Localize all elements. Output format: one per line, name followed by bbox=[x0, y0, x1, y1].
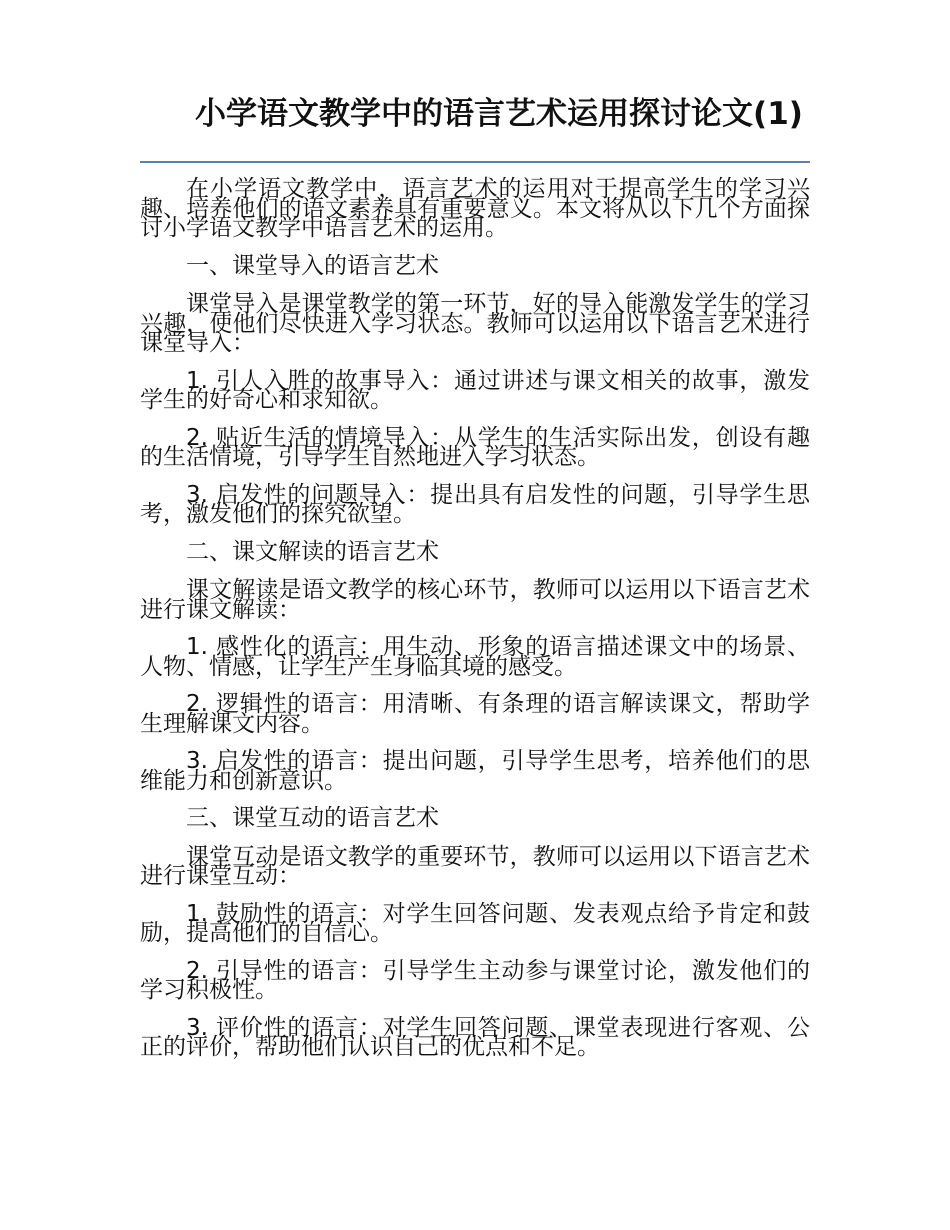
document-title: 小学语文教学中的语言艺术运用探讨论文(1) bbox=[195, 96, 803, 132]
intro-paragraph: 在小学语文教学中，语言艺术的运用对于提高学生的学习兴趣、培养他们的语文素养具有重要意义。本文将从以下几个方面探讨小学语文教学中语言艺术的运用。 bbox=[140, 176, 810, 241]
list-item: 2. 贴近生活的情境导入：从学生的生活实际出发，创设有趣的生活情境，引导学生自然地进入学习状态。 bbox=[140, 424, 810, 470]
list-item: 2. 引导性的语言：引导学生主动参与课堂讨论，激发他们的学习积极性。 bbox=[140, 957, 810, 1003]
list-item: 3. 启发性的问题导入：提出具有启发性的问题，引导学生思考，激发他们的探究欲望。 bbox=[140, 481, 810, 527]
list-item: 1. 感性化的语言：用生动、形象的语言描述课文中的场景、人物、情感，让学生产生身临其境的感受。 bbox=[140, 634, 810, 680]
list-item: 3. 启发性的语言：提出问题，引导学生思考，培养他们的思维能力和创新意识。 bbox=[140, 748, 810, 794]
list-item: 1. 鼓励性的语言：对学生回答问题、发表观点给予肯定和鼓励，提高他们的自信心。 bbox=[140, 900, 810, 946]
section-lead: 课文解读是语文教学的核心环节，教师可以运用以下语言艺术进行课文解读： bbox=[140, 577, 810, 623]
list-item: 2. 逻辑性的语言：用清晰、有条理的语言解读课文，帮助学生理解课文内容。 bbox=[140, 691, 810, 737]
section-heading: 三、课堂互动的语言艺术 bbox=[186, 805, 439, 831]
document-body bbox=[140, 176, 810, 1076]
list-item: 1. 引人入胜的故事导入：通过讲述与课文相关的故事，激发学生的好奇心和求知欲。 bbox=[140, 367, 810, 413]
document-page bbox=[140, 96, 810, 1060]
section-lead: 课堂互动是语文教学的重要环节，教师可以运用以下语言艺术进行课堂互动： bbox=[140, 843, 810, 889]
title-divider bbox=[140, 161, 810, 163]
list-item: 3. 评价性的语言：对学生回答问题、课堂表现进行客观、公正的评价，帮助他们认识自己的优点和不足。 bbox=[140, 1014, 810, 1060]
section-heading: 二、课文解读的语言艺术 bbox=[186, 538, 439, 565]
section-lead: 课堂导入是课堂教学的第一环节，好的导入能激发学生的学习兴趣，使他们尽快进入学习状态。教师可以运用以下语言艺术进行课堂导入： bbox=[140, 291, 810, 356]
section-heading: 一、课堂导入的语言艺术 bbox=[186, 252, 439, 279]
